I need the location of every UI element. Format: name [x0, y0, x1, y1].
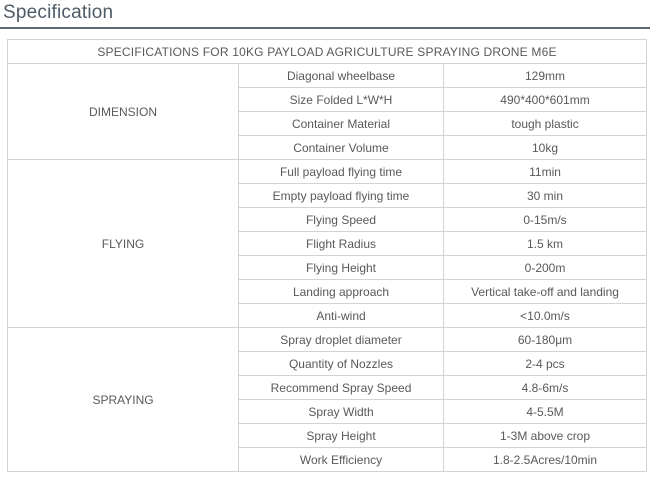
- parameter-cell: Spray droplet diameter: [239, 328, 444, 352]
- spec-table-body: [8, 40, 647, 472]
- parameter-cell: Recommend Spray Speed: [239, 376, 444, 400]
- table-caption-row: [8, 40, 647, 64]
- value-cell: 30 min: [444, 184, 647, 208]
- value-cell: 11min: [444, 160, 647, 184]
- spec-table: [7, 39, 647, 472]
- table-row: [8, 328, 647, 352]
- parameter-cell: Container Material: [239, 112, 444, 136]
- page-title: Specification: [3, 2, 114, 23]
- parameter-cell: Work Efficiency: [239, 448, 444, 472]
- value-cell: 0-15m/s: [444, 208, 647, 232]
- value-cell: 10kg: [444, 136, 647, 160]
- value-cell: 1-3M above crop: [444, 424, 647, 448]
- table-row: [8, 160, 647, 184]
- category-cell: DIMENSION: [8, 64, 239, 160]
- parameter-cell: Flying Height: [239, 256, 444, 280]
- parameter-cell: Container Volume: [239, 136, 444, 160]
- parameter-cell: Size Folded L*W*H: [239, 88, 444, 112]
- parameter-cell: Spray Height: [239, 424, 444, 448]
- parameter-cell: Flight Radius: [239, 232, 444, 256]
- value-cell: <10.0m/s: [444, 304, 647, 328]
- value-cell: 1.8-2.5Acres/10min: [444, 448, 647, 472]
- value-cell: Vertical take-off and landing: [444, 280, 647, 304]
- value-cell: tough plastic: [444, 112, 647, 136]
- category-cell: SPRAYING: [8, 328, 239, 472]
- value-cell: 490*400*601mm: [444, 88, 647, 112]
- value-cell: 0-200m: [444, 256, 647, 280]
- value-cell: 2-4 pcs: [444, 352, 647, 376]
- parameter-cell: Flying Speed: [239, 208, 444, 232]
- parameter-cell: Anti-wind: [239, 304, 444, 328]
- parameter-cell: Quantity of Nozzles: [239, 352, 444, 376]
- parameter-cell: Empty payload flying time: [239, 184, 444, 208]
- parameter-cell: Spray Width: [239, 400, 444, 424]
- table-row: [8, 64, 647, 88]
- parameter-cell: Full payload flying time: [239, 160, 444, 184]
- value-cell: 60-180μm: [444, 328, 647, 352]
- parameter-cell: Landing approach: [239, 280, 444, 304]
- category-cell: FLYING: [8, 160, 239, 328]
- value-cell: 4.8-6m/s: [444, 376, 647, 400]
- value-cell: 1.5 km: [444, 232, 647, 256]
- section-header: [0, 0, 650, 29]
- value-cell: 4-5.5M: [444, 400, 647, 424]
- table-caption: SPECIFICATIONS FOR 10KG PAYLOAD AGRICULTURE SPRAYING DRONE M6E: [8, 40, 647, 64]
- value-cell: 129mm: [444, 64, 647, 88]
- parameter-cell: Diagonal wheelbase: [239, 64, 444, 88]
